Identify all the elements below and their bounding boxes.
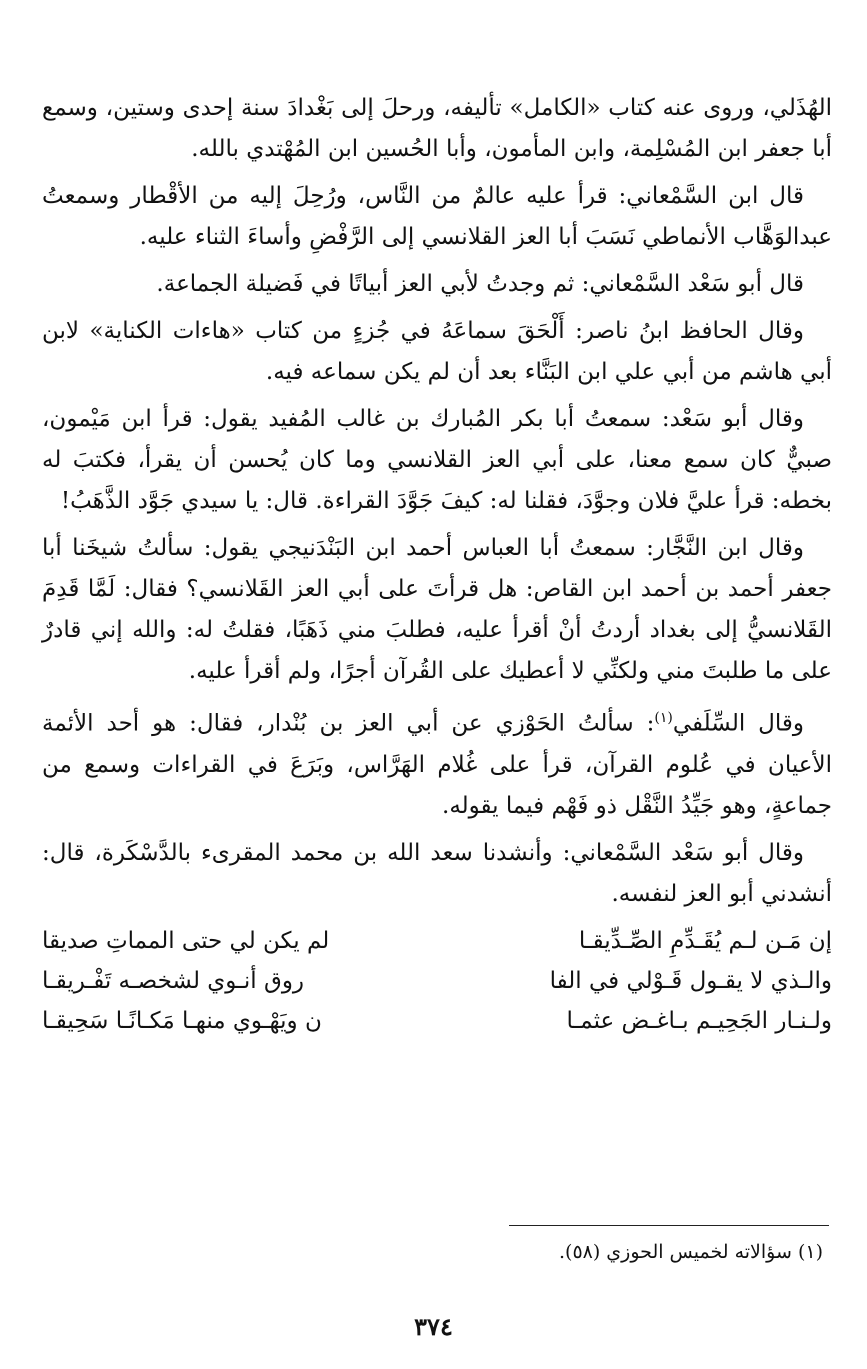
paragraph-5: وقال أبو سَعْد: سمعتُ أبا بكر المُبارك بن غالب المُفيد يقول: قرأ ابن مَيْمون، صبيٌّ كان سمع معنا، على أبي العز القلانسي وما كان يُحسن أن يقرأ، فكتبَ له بخطه: قرأ عليَّ فلان وجوَّدَ، فقلنا له: كيفَ جَوَّدَ القراءة. قال: يا سيدي جَوَّد الذَّهَبُ! [42, 406, 832, 514]
paragraph-7-rest: : سألتُ الحَوْزي عن أبي العز بن بُنْدار، فقال: هو أحد الأئمة الأعيان في عُلوم القرآن، قرأ على غُلام الهَرَّاس، وبَرَعَ في القراءات وسمع من جماعةٍ، وهو جَيِّدُ النَّقْل ذو فَهْم فيما يقوله. [42, 710, 832, 819]
poem [42, 921, 832, 1041]
footnote-divider [509, 1225, 829, 1226]
poem-verse [42, 921, 832, 961]
paragraph-1: الهُذَلي، وروى عنه كتاب «الكامل» تأليفه، ورحلَ إلى بَغْدادَ سنة إحدى وستين، وسمع أبا جعفر ابن المُسْلِمة، وابن المأمون، وأبا الحُسين ابن المُهْتدي بالله. [42, 95, 832, 162]
page-body [42, 88, 832, 1041]
page-number: ٣٧٤ [414, 1312, 453, 1341]
paragraph-8: وقال أبو سَعْد السَّمْعاني: وأنشدنا سعد الله بن محمد المقرىء بالدَّسْكَرة، قال: أنشدني أبو العز لنفسه. [42, 839, 832, 907]
verse-first-hemistich: إن مَـن لـم يُقَـدِّمِ الصِّـدِّيقـا [578, 927, 832, 954]
footnote-marker: (١) [654, 710, 673, 726]
paragraph-4: وقال الحافظ ابنُ ناصر: أَلْحَقَ سماعَهُ في جُزءٍ من كتاب «هاءات الكناية» لابن أبي هاشم من أبي علي ابن البَنَّاء بعد أن لم يكن سماعه فيه. [42, 318, 832, 385]
poem-verse [42, 961, 832, 1001]
poem-verse [42, 1001, 832, 1041]
paragraph-2: قال ابن السَّمْعاني: قرأ عليه عالمٌ من النَّاس، ورُحِلَ إليه من الأقْطار وسمعتُ عبدالوَهَّاب الأنماطي نَسَبَ أبا العز القلانسي إلى الرَّفْضِ وأساءَ الثناء عليه. [42, 183, 832, 250]
footnote: (١) سؤالاته لخميس الحوزي (٥٨). [558, 1241, 823, 1263]
paragraph-3: قال أبو سَعْد السَّمْعاني: ثم وجدتُ لأبي العز أبياتًا في فَضيلة الجماعة. [156, 271, 804, 297]
paragraph-7 [42, 698, 832, 827]
verse-second-hemistich: ن ويَهْـوي منهـا مَكـانًـا سَحِيقـا [42, 1007, 322, 1034]
verse-first-hemistich: والـذي لا يقـول قَـوْلي في الفا [549, 967, 832, 994]
verse-first-hemistich: ولـنـار الجَحِيـم بـاغـض عثمـا [566, 1007, 832, 1034]
paragraph-7-start: وقال السِّلَفي [672, 710, 804, 737]
verse-second-hemistich: لم يكن لي حتى المماتِ صديقا [42, 927, 330, 954]
verse-second-hemistich: روق أنـوي لشخصـه تَفْـريقـا [42, 967, 305, 994]
paragraph-6: وقال ابن النَّجَّار: سمعتُ أبا العباس أحمد ابن البَنْدَنيجي يقول: سألتُ شيخَنا أبا جعفر أحمد بن أحمد ابن القاص: هل قرأتَ على أبي العز القَلانسي؟ فقال: لَمَّا قَدِمَ القَلانسيُّ إلى بغداد أردتُ أنْ أقرأ عليه، فطلبَ مني ذَهَبًا، فقلتُ له: والله إني قادرٌ على ما طلبتَ مني ولكنِّي لا أعطيك على القُرآن أجرًا، ولم أقرأ عليه. [42, 535, 832, 684]
